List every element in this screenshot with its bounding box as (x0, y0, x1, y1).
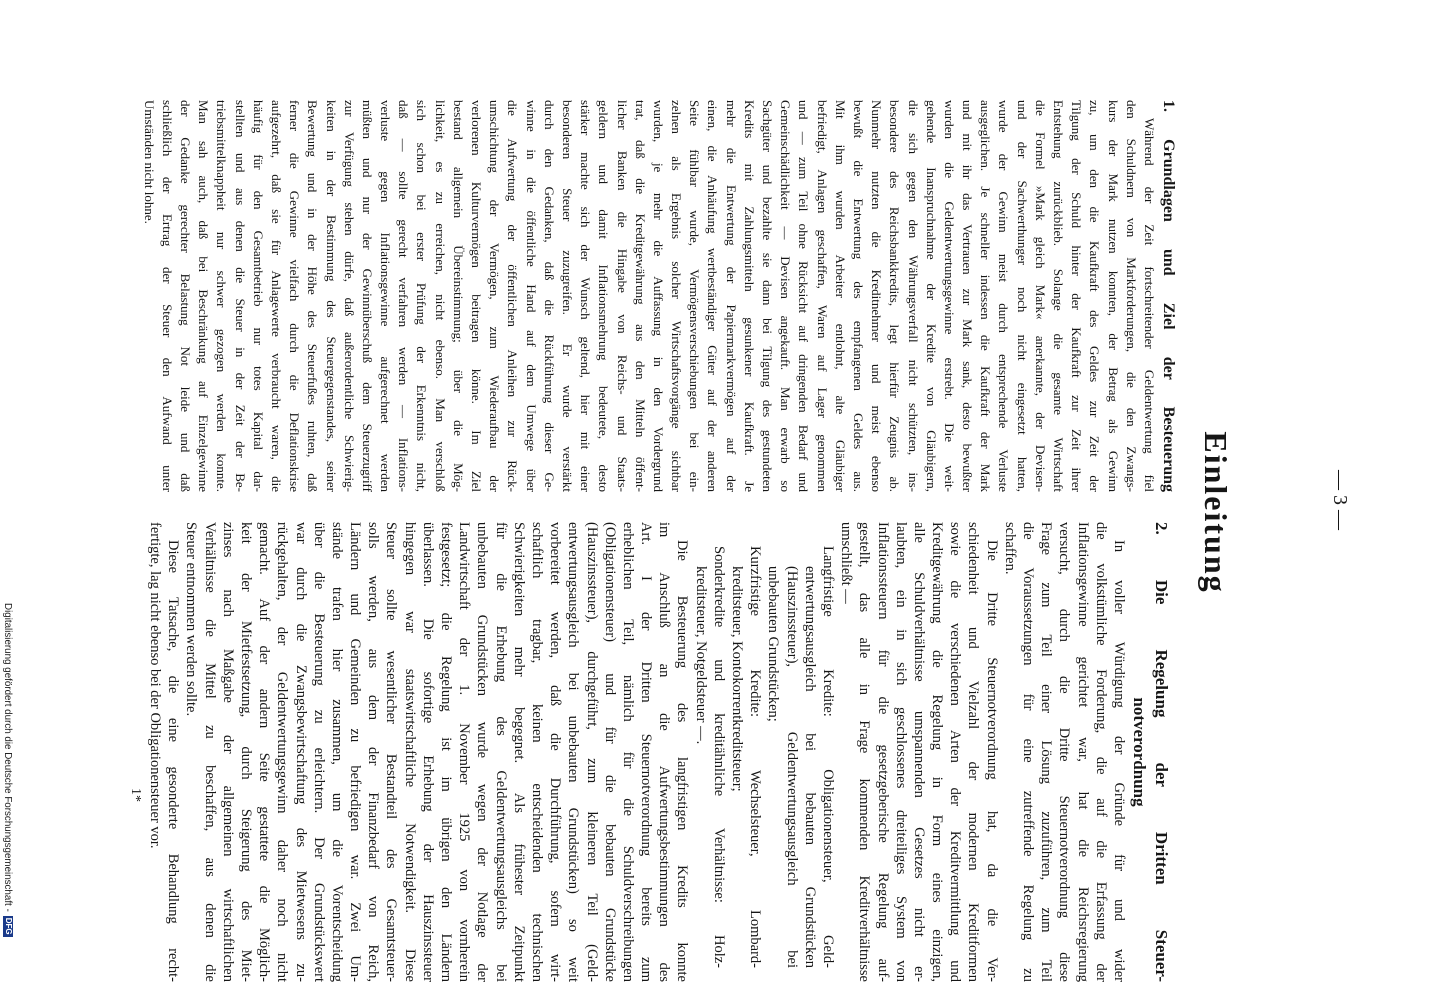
text-line: die sich gegen den Währungsverfall nicht schützten, ins- (905, 100, 921, 492)
section-2-heading: 2. Die Regelung der Dritten Steuer- (1152, 522, 1171, 982)
text-line: Schwierigkeiten mehr begegnet. Als frühester Zeitpunkt (510, 522, 527, 982)
text-line: In voller Würdigung der Gründe für und wider (1111, 540, 1127, 982)
list-item (728, 522, 764, 982)
text-line: laubten, ein in sich geschlossenes dreiteiliges System von (892, 522, 909, 982)
text-line: kurs der Mark nutzen konnten, der Betrag als Gewinn (1105, 100, 1121, 492)
text-line: Inflationsgewinne gerichtet war, hat die Reichsregierung (1074, 522, 1091, 982)
text-line: zelnen als Ergebnis solcher Wirtschaftsvorgänge sichtbar (669, 100, 685, 492)
text-line: Nunmehr nutzten die Kreditnehmer und meist ebenso (869, 100, 885, 492)
text-line: Diese Tatsache, die eine gesonderte Behandlung recht- (165, 540, 182, 982)
text-line: hingegen war staatswirtschaftliche Notwendigkeit. Diese (401, 522, 418, 982)
text-line: daß — sollte gerecht verfahren werden — Inflations- (396, 100, 412, 492)
text-line: überlassen. Die sofortige Erhebung der Hauszinssteuer (419, 522, 436, 982)
section-2-body (146, 522, 1128, 982)
text-line: licher Banken die Hingabe von Reichs- und Staats- (614, 100, 630, 492)
text-line: zu, um den die Kaufkraft des Geldes zur Zeit der (1087, 100, 1103, 492)
section-1-body (140, 100, 1159, 492)
list-item (764, 522, 837, 982)
text-line: wurden die Geldentwertungsgewinne erstrebt. Die weit- (941, 100, 957, 492)
text-line: Art. I der Dritten Steuernotverordnung bereits zum (638, 522, 655, 982)
text-line: sich schon bei erster Prüfung der Erkenntnis nicht, (414, 100, 430, 492)
text-line: sowie die verschiedenen Arten der Kreditvermittlung und (947, 522, 964, 982)
text-line: entwertungsausgleich bei unbebauten Grundstücken) so weit (565, 522, 582, 982)
text-line: besondere des Reichsbankkredits, legt hierfür Zeugnis ab. (887, 100, 903, 492)
paragraph (140, 100, 1159, 492)
text-line: bestand allgemein Übereinstimmung; über die Mög- (450, 100, 466, 492)
text-line: Gemeinschädlichkeit — Devisen angekauft. Man erwarb so (778, 100, 794, 492)
credit-type-list (692, 522, 838, 982)
text-line: kreditsteuer, Notgeldsteuer —. (692, 566, 709, 745)
text-line: mehr die Entwertung der Papiermarkvermögen auf der (723, 100, 739, 492)
text-line: erheblichen Teil, nämlich für die Schuldverschreibungen (619, 522, 636, 982)
text-line: versucht, durch die Dritte Steuernotverordnung diese (1056, 522, 1073, 982)
text-line: Kreditgewährung die Regelung in Form eines einzigen, (929, 522, 946, 982)
text-line: zur Verfügung stehen dürfe, daß außerordentliche Schwierig- (341, 100, 357, 492)
text-line: trat, daß die Kreditgewährung aus den Mitteln öffent- (632, 100, 648, 492)
text-line: Steuer sollte wesentlicher Bestandteil des Gesamtsteuer- (383, 522, 400, 982)
paragraph (837, 522, 1001, 982)
text-line: rückgehalten, der Geldentwertungsgewinn daher noch nicht (274, 522, 291, 982)
text-line: Während der Zeit fortschreitender Geldentwertung fiel (1142, 118, 1157, 492)
text-line: schiedenheit und Vielzahl der modernen Kreditformen (965, 522, 982, 982)
text-line: müßten und nur der Gewinnüberschuß dem Steuerzugriff (359, 100, 375, 492)
text-line: wurden, je mehr die Auffassung in den Vordergrund (650, 100, 666, 492)
section-2-heading-continued: notverordnung (1130, 697, 1149, 807)
text-line: einen, die Anhäufung wertbeständiger Güter auf der anderen (705, 100, 721, 492)
text-line: ferner die Gewinne vielfach durch die Deflationskrise (287, 100, 303, 492)
text-line: gemacht. Auf der andern Seite gestattete die Möglich- (256, 522, 273, 982)
text-line: fertigte, lag nicht ebenso bei der Obligationensteuer vor. (147, 522, 164, 849)
text-line: verlorenen Kulturvermögen beitragen könne. Im Ziel (469, 100, 485, 492)
text-line: verluste gegen Inflationsgewinne aufgerechnet werden (378, 100, 394, 492)
text-line: Mit ihm wurden Arbeiter entlohnt, alte Gläubiger (832, 100, 848, 492)
list-item (692, 522, 728, 982)
text-line: und — zum Teil ohne Rücksicht auf dringenden Bedarf und (796, 100, 812, 492)
dfg-credit (2, 603, 14, 993)
text-line: Frage zum Teil einer Lösung zuzuführen, zum Teil (1038, 522, 1055, 982)
text-line: Tilgung der Schuld hinter der Kaufkraft zur Zeit ihrer (1069, 100, 1085, 492)
text-line: Die Besteuerung des langfristigen Kredits konnte (674, 540, 691, 982)
text-line: umschließt — (838, 522, 855, 604)
text-line: Verhältnisse die Mittel zu beschaffen, aus denen die (201, 522, 218, 982)
text-line: stärker machte sich der Wunsch geltend, hier mit einer (578, 100, 594, 492)
section-2-column (146, 522, 1172, 982)
text-line: Sachgüter und bezahlte sie dann bei Tilgung des gestundeten (760, 100, 776, 492)
text-line: und der Sachwerthunger noch nicht eingesetzt hatten, (1014, 100, 1030, 492)
text-line: die volkstümliche Forderung, die auf die Erfassung der (1092, 522, 1109, 982)
dfg-logo-icon: DFG (4, 917, 13, 935)
text-line: war durch die Zwangsbewirtschaftung des Mietwesens zu- (292, 522, 309, 982)
text-line: für die Erhebung des Geldentwertungsausgleichs bei (492, 522, 509, 982)
text-line: Seite fühlbar wurde, Vermögensverschiebungen bei ein- (687, 100, 703, 492)
chapter-title: Einleitung (1198, 431, 1234, 594)
text-line: der Gedanke gerechter Belastung Not leide und daß (178, 100, 194, 492)
text-line: umschichtung der Vermögen, zum Wiederaufbau der (487, 100, 503, 492)
text-line: vorbereitet werden, daß die Durchführung, sofern wirt- (547, 522, 564, 982)
text-line: gehende Inanspruchnahme der Kredite von Gläubigern, (923, 100, 939, 492)
text-line: die Voraussetzungen für eine zutreffende Regelung zu (1020, 522, 1037, 982)
text-line: unbebauten Grundstücken wurde wegen der Notlage der (474, 522, 491, 982)
text-line: Inflationssteuern für die gesetzgeberische Regelung auf- (874, 522, 891, 982)
section-1-heading: 1. Grundlagen und Ziel der Besteuerung (1160, 100, 1177, 492)
paragraph (182, 522, 691, 982)
text-line: (Obligationensteuer) und für die bebauten Grundstücke (601, 522, 618, 982)
text-line: besonderen Steuer zuzugreifen. Er wurde verstärkt (560, 100, 575, 492)
text-line: zinses nach Maßgabe der allgemeinen wirtschaftlichen (219, 522, 236, 982)
text-line: den Schuldnern von Markforderungen, die den Zwangs- (1123, 100, 1139, 492)
text-line: (Hauszinssteuer), durchgeführt, zum kleineren Teil (Geld- (583, 522, 600, 982)
text-line: wurde der Gewinn meist durch entsprechende Verluste (996, 100, 1012, 492)
text-line: über die Besteuerung zu erleichtern. Der Grundstückswert (310, 522, 327, 982)
text-line: entwertungsausgleich bei bebauten Grundstücken (801, 566, 818, 968)
text-line: bewußt die Entwertung des empfangenen Geldes aus. (851, 100, 866, 492)
text-line: Langfristige Kredite: Obligationensteuer, Geld- (820, 546, 836, 968)
text-line: Landwirtschaft der 1. November 1925 von vornherein (456, 522, 473, 982)
text-line: gestellt, das alle in Frage kommenden Kreditverhältnisse (856, 522, 873, 982)
text-line: Kredits mit Zahlungsmitteln gesunkener Kaufkraft. Je (741, 100, 757, 492)
text-line: und mit ihr das Vertrauen zur Mark sank, desto bewußter (960, 100, 976, 492)
text-line: häufig für den Gesamtbetrieb nur totes Kapital dar- (250, 100, 266, 492)
text-line: stände trafen hier zusammen, um die Vorentscheidung (328, 522, 345, 982)
text-line: alle Schuldverhältnisse umspannenden Gesetzes nicht er- (910, 522, 927, 982)
text-line: triebsmittelknappheit nur schwer gezogen werden konnte. (214, 100, 230, 492)
text-line: Umständen nicht lohne. (141, 100, 157, 224)
text-line: ausgeglichen. Je schneller indessen die Kaufkraft der Mark (978, 100, 994, 492)
text-line: Die Dritte Steuernotverordnung hat, da die Ver- (983, 540, 1000, 982)
text-line: Steuer entnommen werden sollte. (183, 522, 200, 717)
section-1-column (140, 100, 1179, 492)
text-line: stellten und aus denen die Steuer in der Zeit der Be- (232, 100, 248, 492)
paragraph (1001, 522, 1128, 982)
text-line: durch den Gedanken, daß die Rückführung dieser Ge- (541, 100, 557, 492)
text-line: lichkeit, es zu erreichen, nicht ebenso. Man verschloß (432, 100, 448, 492)
text-line: schaffen. (1001, 522, 1018, 575)
text-line: keit der Mietfestsetzung, durch Steigerung des Miet- (238, 522, 254, 982)
text-line: solls werden, aus dem der Finanzbedarf von Reich, (365, 522, 382, 982)
text-line: Entstehung zurückblieb. Solange die gesamte Wirtschaft (1051, 100, 1067, 492)
text-line: befriedigt, Anlagen geschaffen, Waren auf Lager genommen (814, 100, 830, 492)
text-line: Man sah auch, daß bei Beschränkung auf Einzelgewinne (196, 100, 212, 492)
text-line: festgesetzt; die Regelung ist im übrigen den Ländern (438, 522, 455, 982)
text-line: aufgezehrt, daß sie für Anlagewerte verbraucht waren, die (269, 100, 284, 492)
text-line: Sonderkredite und kreditähnliche Verhältnisse: Holz- (710, 546, 727, 968)
text-line: geldern und damit Inflationsmehrung bedeutete, desto (596, 100, 612, 492)
text-line: winne in die öffentliche Hand auf dem Umwege über (523, 100, 539, 492)
text-line: Kurzfristige Kredite: Wechselsteuer, Lombard- (747, 546, 764, 968)
text-line: die Formel »Mark gleich Mark« anerkannte, der Devisen- (1032, 100, 1048, 492)
text-line: schaftlich tragbar, keinen entscheidenden technischen (529, 522, 545, 982)
text-line: Ländern und Gemeinden zu befriedigen war. Zwei Um- (347, 522, 364, 982)
paragraph (146, 522, 182, 982)
text-line: im Anschluß an die Aufwertungsbestimmungen des (656, 522, 673, 982)
text-line: unbebauten Grundstücken; (765, 566, 782, 722)
text-line: schließlich der Ertrag der Steuer den Aufwand unter (159, 100, 175, 492)
text-line: (Hauszinssteuer), Geldentwertungsausgleich bei (783, 566, 800, 968)
text-line: keiten in der Bestimmung des Steuergegenstandes, seiner (323, 100, 339, 492)
text-line: die Aufwertung der öffentlichen Anleihen zur Rück- (505, 100, 521, 492)
signature-mark: 1* (128, 788, 143, 802)
text-line: kreditsteuer, Kontokorrentkreditsteuer; (729, 566, 746, 792)
text-line: Bewertung und in der Höhe des Steuerfußes ruhten, daß (305, 100, 321, 492)
page-number: — 3 — (1329, 470, 1351, 530)
dfg-credit-text: Digitalisierung gefördert durch die Deutsche Forschungsgemeinschaft - (2, 603, 14, 912)
